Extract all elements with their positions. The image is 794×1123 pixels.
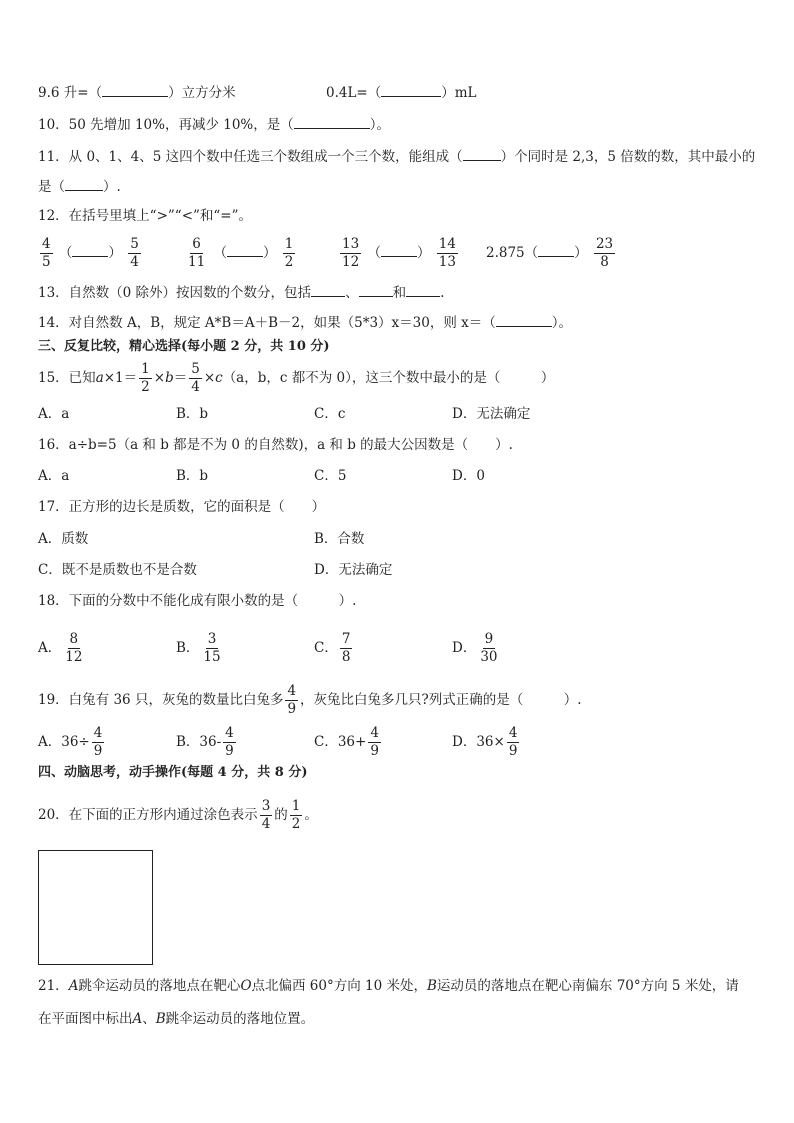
- operator: ×: [203, 370, 216, 386]
- denominator: 9: [93, 743, 103, 759]
- numerator: 4: [40, 238, 53, 255]
- fraction: [340, 630, 353, 665]
- paren-open: （: [367, 245, 381, 261]
- q15-option-a[interactable]: A．a: [38, 406, 70, 422]
- denominator: 2: [141, 379, 150, 395]
- option-label: C．36+: [314, 734, 367, 750]
- denominator: 2: [284, 254, 294, 270]
- answer-blank[interactable]: [381, 82, 441, 97]
- q9-part-b: [326, 82, 477, 102]
- answer-blank[interactable]: [102, 82, 168, 97]
- numerator: 4: [285, 685, 298, 702]
- denominator: 11: [188, 254, 206, 270]
- fraction: [92, 724, 105, 759]
- denominator: 5: [42, 254, 51, 270]
- q10-prefix: 10．50 先增加 10%，再减少 10%，是（: [38, 117, 294, 133]
- section-4-heading: 四、动脑思考，动手操作(每题 4 分，共 8 分): [38, 765, 308, 780]
- q15-suffix: （a，b，c 都不为 0），这三个数中最小的是（ ）: [222, 370, 555, 386]
- q9-a-suffix: ）立方分米: [168, 85, 236, 101]
- q21-text: 运动员的落地点在靶心南偏东 70°方向 5 米处，请: [436, 978, 739, 994]
- fraction: [285, 682, 298, 717]
- q11-text-c: 是（: [38, 179, 65, 195]
- fraction: [128, 235, 141, 270]
- option-label: A．36÷: [38, 734, 90, 750]
- denominator: 8: [600, 254, 609, 270]
- numerator: 14: [437, 238, 458, 255]
- q20-suffix: 。: [304, 807, 318, 823]
- denominator: 12: [65, 649, 83, 665]
- q19-suffix: ，灰兔比白兔多几只?列式正确的是（ ）.: [300, 692, 582, 708]
- denominator: 4: [261, 816, 271, 832]
- q20-prefix: 20．在下面的正方形内通过涂色表示: [38, 807, 258, 823]
- denominator: 4: [130, 254, 139, 270]
- numerator: 9: [483, 633, 496, 650]
- q19-option-a[interactable]: [38, 722, 106, 762]
- q20-mid: 的: [274, 807, 288, 823]
- numerator: 4: [92, 727, 105, 744]
- separator: 、: [142, 1011, 156, 1027]
- q18-option-c[interactable]: [314, 628, 354, 668]
- fraction: [189, 360, 202, 395]
- q9-a-prefix: 9.6 升=（: [38, 85, 103, 101]
- q17-option-c[interactable]: C．既不是质数也不是合数: [38, 562, 197, 578]
- denominator: 9: [370, 743, 379, 759]
- drawing-square[interactable]: [38, 850, 153, 965]
- separator: 、: [345, 285, 359, 301]
- fraction: [40, 235, 53, 270]
- q11-text-a: 11．从 0、1、4、5 这四个数中任选三个数组成一个三个数，能组成（: [38, 149, 463, 165]
- answer-blank[interactable]: [359, 282, 393, 297]
- point-b: B: [427, 978, 437, 994]
- fraction: [594, 235, 615, 270]
- question-17: 17．正方形的边长是质数，它的面积是（ ）: [38, 499, 326, 515]
- q9-b-prefix: 0.4L=（: [326, 85, 382, 101]
- option-label: C．: [314, 640, 338, 656]
- fraction: [201, 630, 222, 665]
- question-10: [38, 114, 390, 134]
- paren-close: ）: [574, 245, 588, 261]
- q14-suffix: ）。: [551, 315, 572, 331]
- fraction: [368, 724, 381, 759]
- question-16: 16．a÷b=5（a 和 b 都是不为 0 的自然数)，a 和 b 的最大公因数是（ ）.: [38, 437, 513, 453]
- fraction: [260, 797, 273, 832]
- denominator: 9: [287, 701, 297, 717]
- option-label: D．36×: [452, 734, 505, 750]
- paren-open: （: [58, 245, 73, 261]
- numerator: 3: [206, 633, 219, 650]
- numerator: 23: [594, 238, 615, 255]
- fraction: [478, 630, 499, 665]
- fraction: [283, 235, 296, 270]
- point-a: A: [132, 1011, 143, 1027]
- paren-close: ）: [262, 245, 277, 261]
- question-11-line1: [38, 146, 755, 166]
- answer-blank[interactable]: [311, 282, 345, 297]
- point-a: A: [68, 978, 79, 994]
- q10-suffix: ）。: [369, 117, 390, 133]
- fraction: [223, 724, 236, 759]
- q14-text: 14．对自然数 A，B，规定 A*B＝A＋B－2，如果（5*3）x＝30，则 x＝（: [38, 315, 496, 331]
- fraction: [340, 235, 361, 270]
- denominator: 8: [341, 649, 351, 665]
- decimal-value: 2.875: [486, 245, 525, 261]
- answer-blank[interactable]: [463, 146, 501, 161]
- numerator: 5: [128, 238, 141, 255]
- variable-b: b: [165, 370, 174, 386]
- end-mark: .: [440, 285, 445, 301]
- numerator: 4: [507, 727, 520, 744]
- q15-option-d[interactable]: D．无法确定: [452, 406, 531, 422]
- q9-b-suffix: ）mL: [441, 85, 477, 101]
- q17-option-b[interactable]: B．合数: [314, 531, 365, 547]
- q17-option-a[interactable]: A．质数: [38, 531, 89, 547]
- option-label: B．: [176, 640, 200, 656]
- paren-open: （: [213, 245, 227, 261]
- option-label: A．: [38, 640, 62, 656]
- q16-option-c[interactable]: C．5: [314, 468, 347, 484]
- question-19: [38, 680, 582, 720]
- fraction: [186, 235, 207, 270]
- q13-text: 13．自然数（0 除外）按因数的个数分，包括: [38, 285, 312, 301]
- operator: ×: [153, 370, 166, 386]
- point-o: O: [240, 978, 252, 994]
- separator: 和: [392, 285, 407, 301]
- q12-item-1: [38, 236, 143, 270]
- q16-option-d[interactable]: D．0: [452, 468, 485, 484]
- numerator: 1: [290, 800, 303, 817]
- numerator: 3: [260, 800, 273, 817]
- fraction: [437, 235, 458, 270]
- q12-item-2: [184, 236, 297, 270]
- q21-text: 在平面图中标出: [38, 1011, 133, 1027]
- fraction: [507, 724, 520, 759]
- answer-blank[interactable]: [538, 242, 574, 257]
- paren-close: ）: [108, 245, 122, 261]
- q18-option-d[interactable]: [452, 628, 502, 668]
- denominator: 9: [225, 743, 234, 759]
- numerator: 4: [368, 727, 381, 744]
- question-12-text: 12．在括号里填上“>”“<”和“=”。: [38, 208, 253, 224]
- q12-item-3: [338, 236, 460, 270]
- numerator: 5: [189, 363, 202, 380]
- q16-option-a[interactable]: A．a: [38, 468, 70, 484]
- q15-prefix: 15．已知: [38, 370, 96, 386]
- q21-number: 21．: [38, 978, 69, 994]
- fraction: [290, 797, 303, 832]
- answer-blank[interactable]: [72, 242, 108, 257]
- question-15: [38, 358, 554, 398]
- q21-text: 跳伞运动员的落地位置。: [165, 1011, 315, 1027]
- q11-text-b: ）个同时是 2,3，5 倍数的数，其中最小的: [500, 149, 756, 165]
- q9-part-a: [38, 82, 236, 102]
- numerator: 13: [340, 238, 361, 255]
- denominator: 30: [480, 649, 498, 665]
- answer-blank[interactable]: [406, 282, 440, 297]
- numerator: 1: [139, 363, 152, 380]
- q18-option-a[interactable]: [38, 628, 86, 668]
- q21-text: 跳伞运动员的落地点在靶心: [78, 978, 241, 994]
- numerator: 8: [68, 633, 81, 650]
- option-label: B．36-: [176, 734, 222, 750]
- numerator: 6: [190, 238, 203, 255]
- q18-option-b[interactable]: [176, 628, 225, 668]
- question-20: [38, 795, 318, 835]
- question-21-line2: [38, 1010, 314, 1028]
- question-18: 18．下面的分数中不能化成有限小数的是（ ）.: [38, 593, 357, 609]
- question-21-line1: [38, 977, 739, 995]
- numerator: 7: [340, 633, 353, 650]
- denominator: 12: [342, 254, 360, 270]
- denominator: 4: [191, 379, 200, 395]
- answer-blank[interactable]: [294, 114, 370, 129]
- denominator: 15: [203, 649, 221, 665]
- q19-prefix: 19．白兔有 36 只，灰兔的数量比白兔多: [38, 692, 284, 708]
- q16-option-b[interactable]: B．b: [176, 468, 209, 484]
- q19-option-c[interactable]: [314, 722, 383, 762]
- q21-text: 点北偏西 60°方向 10 米处，: [251, 978, 427, 994]
- answer-blank[interactable]: [381, 242, 417, 257]
- q19-option-d[interactable]: [452, 722, 521, 762]
- operator: ×1＝: [103, 370, 138, 386]
- question-13: [38, 282, 444, 302]
- q15-option-c[interactable]: C．c: [314, 406, 346, 422]
- point-b: B: [155, 1011, 166, 1027]
- question-14: [38, 312, 572, 332]
- q12-item-4: [486, 236, 617, 270]
- paren-open: （: [524, 245, 539, 261]
- denominator: 13: [438, 254, 456, 270]
- answer-blank[interactable]: [227, 242, 263, 257]
- numerator: 4: [223, 727, 236, 744]
- variable-a: a: [95, 370, 104, 386]
- numerator: 1: [283, 238, 296, 255]
- answer-blank[interactable]: [496, 312, 552, 327]
- q19-option-b[interactable]: [176, 722, 238, 762]
- denominator: 2: [291, 816, 301, 832]
- question-11-line2: [38, 176, 121, 196]
- fraction: [63, 630, 84, 665]
- section-3-heading: 三、反复比较，精心选择(每小题 2 分，共 10 分): [38, 339, 330, 354]
- variable-c: c: [215, 370, 223, 386]
- q17-option-d[interactable]: D．无法确定: [314, 562, 393, 578]
- q15-option-b[interactable]: B．b: [176, 406, 209, 422]
- operator: ＝: [173, 370, 188, 386]
- answer-blank[interactable]: [65, 176, 103, 191]
- option-label: D．: [452, 640, 477, 656]
- q11-text-d: ）.: [103, 179, 121, 195]
- fraction: [139, 360, 152, 395]
- denominator: 9: [508, 743, 518, 759]
- paren-close: ）: [416, 245, 431, 261]
